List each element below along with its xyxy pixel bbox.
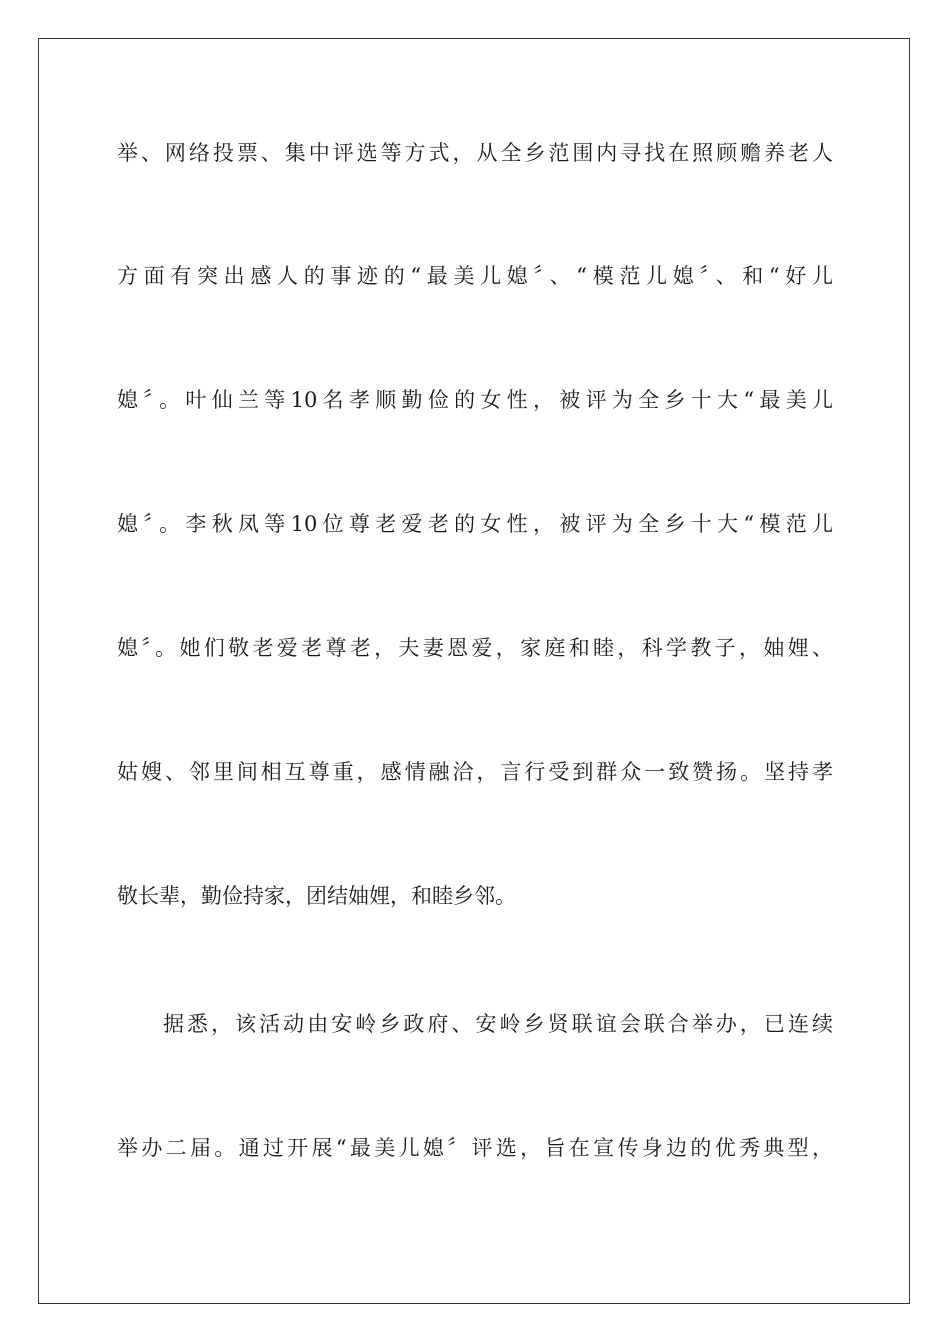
paragraph-line-6: 姑嫂、邻里间相互尊重，感情融洽，言行受到群众一致赞扬。坚持孝 — [117, 760, 833, 784]
paragraph-line-2: 方面有突出感人的事迹的“最美儿媳〞、“模范儿媳〞、和“好儿 — [117, 264, 833, 288]
page-frame — [38, 38, 910, 1304]
paragraph-line-5: 媳〞。她们敬老爱老尊老，夫妻恩爱，家庭和睦，科学教子，妯娌、 — [117, 636, 833, 660]
paragraph-line-4: 媳〞。李秋凤等10位尊老爱老的女性，被评为全乡十大“模范儿 — [117, 512, 833, 536]
paragraph-line-7: 敬长辈，勤俭持家，团结妯娌，和睦乡邻。 — [117, 884, 516, 908]
paragraph-2-line-1: 据悉，该活动由安岭乡政府、安岭乡贤联谊会联合举办，已连续 — [163, 1012, 833, 1036]
paragraph-2-line-2: 举办二届。通过开展“最美儿媳〞评选，旨在宣传身边的优秀典型， — [117, 1136, 833, 1160]
paragraph-line-3: 媳〞。叶仙兰等10名孝顺勤俭的女性，被评为全乡十大“最美儿 — [117, 388, 833, 412]
paragraph-line-1: 举、网络投票、集中评选等方式，从全乡范围内寻找在照顾赡养老人 — [117, 141, 833, 165]
